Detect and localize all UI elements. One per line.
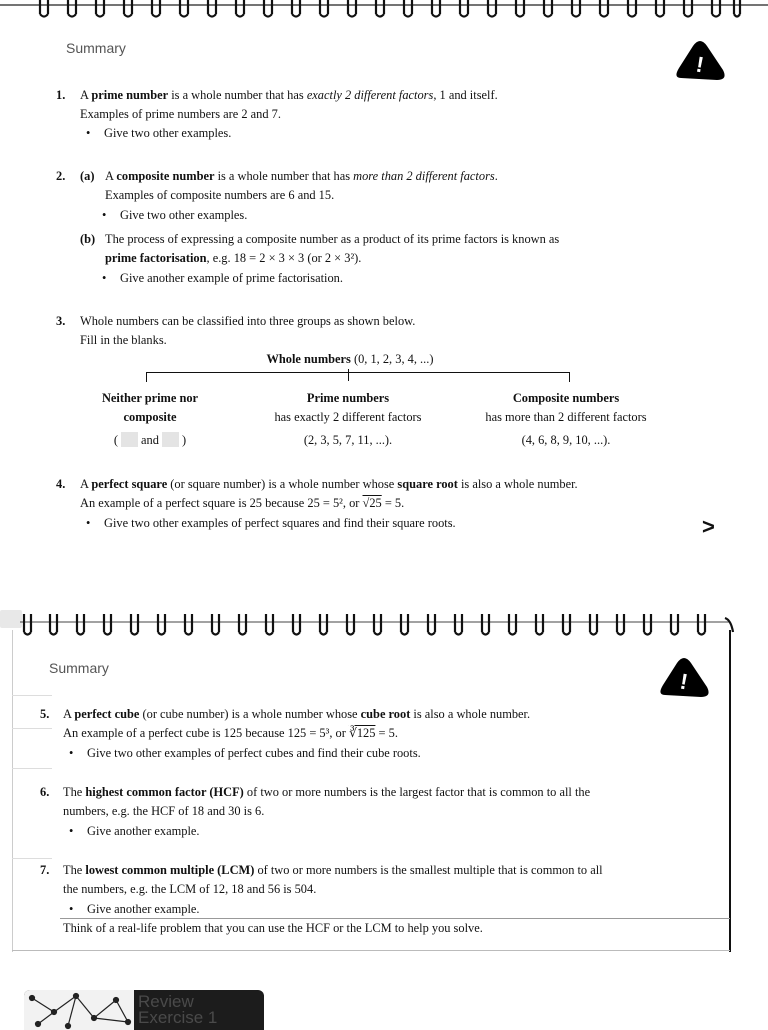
prime-group-title: Prime numbers (306, 391, 390, 405)
summary-heading: Summary (49, 660, 109, 676)
review-exercise-label: Review Exercise 1 (138, 992, 218, 1027)
bullet-prompt: • Give another example. (87, 822, 200, 841)
prime-examples: Examples of prime numbers are 2 and 7. (80, 107, 281, 121)
tree-root-label: Whole numbers (0, 1, 2, 3, 4, ...) (266, 352, 434, 366)
bullet-prompt: • Give another example of prime factorisation. (120, 269, 343, 288)
perfect-square-example: An example of a perfect square is 25 because 25 = 5², or √25 = 5. (80, 496, 405, 510)
tree-branch-left (146, 372, 147, 382)
composite-group-title: Composite numbers (512, 391, 620, 405)
item-number: 6. (40, 785, 50, 799)
bullet-prompt: • Give two other examples of perfect squares and find their square roots. (104, 514, 456, 533)
neither-blanks: ( and ) (113, 433, 187, 447)
blank-1[interactable] (121, 432, 138, 447)
item-number: 7. (40, 863, 50, 877)
svg-text:!: ! (678, 668, 690, 695)
network-pattern-icon (24, 990, 134, 1030)
ruled-line (12, 768, 52, 769)
real-life-prompt: Think of a real-life problem that you can use the HCF or the LCM to help you solve. (63, 921, 483, 935)
lcm-example: the numbers, e.g. the LCM of 12, 18 and 56 is 504. (63, 882, 317, 896)
bullet-prompt: • Give another example. (87, 900, 200, 919)
item-number: 4. (56, 477, 66, 491)
blank-2[interactable] (162, 432, 179, 447)
perfect-cube-example: An example of a perfect cube is 125 because 125 = 5³, or ∛125 = 5. (63, 726, 398, 740)
part-label: (b) (80, 232, 96, 246)
item-number: 5. (40, 707, 50, 721)
perfect-square-definition: A perfect square (or square number) is a whole number whose square root is also a whole number. (80, 477, 578, 491)
composite-group-list: (4, 6, 8, 9, 10, ...). (521, 433, 611, 447)
ruled-line (12, 858, 52, 859)
perfect-cube-definition: A perfect cube (or cube number) is a whole number whose cube root is also a whole number. (63, 707, 531, 721)
bullet-prompt: • Give two other examples. (120, 206, 247, 225)
hcf-example: numbers, e.g. the HCF of 18 and 30 is 6. (63, 804, 265, 818)
spiral-rings (0, 0, 768, 26)
item-number: 1. (56, 88, 66, 102)
summary-heading: Summary (66, 40, 126, 56)
prime-factorisation-example: prime factorisation, e.g. 18 = 2 × 3 × 3 (or 2 × 3²). (105, 251, 362, 265)
card-left-edge (12, 630, 13, 952)
spiral-rings (0, 612, 768, 642)
svg-text:!: ! (694, 51, 706, 78)
prime-factorisation-definition: The process of expressing a composite number as a product of its prime factors is known as (105, 232, 560, 246)
card-right-edge (729, 630, 731, 952)
item-number: 3. (56, 314, 66, 328)
prime-group-desc: has exactly 2 different factors (274, 410, 422, 424)
tree-branch-right (569, 372, 570, 382)
ruled-line (12, 695, 52, 696)
composite-group-desc: has more than 2 different factors (485, 410, 647, 424)
fill-blanks-instruction: Fill in the blanks. (80, 333, 167, 347)
hcf-definition: The highest common factor (HCF) of two or more numbers is the largest factor that is common to all the (63, 785, 591, 799)
warning-icon (671, 38, 729, 84)
lcm-definition: The lowest common multiple (LCM) of two or more numbers is the smallest multiple that is common to all (63, 863, 603, 877)
bullet-prompt: • Give two other examples. (104, 124, 231, 143)
review-exercise-tab[interactable] (24, 990, 264, 1030)
ruled-line (12, 728, 52, 729)
composite-number-definition: A composite number is a whole number that has more than 2 different factors. (105, 169, 498, 183)
item-number: 2. (56, 169, 66, 183)
bullet-prompt: • Give two other examples of perfect cubes and find their cube roots. (87, 744, 421, 763)
prime-group-list: (2, 3, 5, 7, 11, ...). (303, 433, 393, 447)
warning-icon (655, 655, 713, 701)
tree-branch (146, 372, 570, 373)
prime-number-definition: A prime number is a whole number that has exactly 2 different factors, 1 and itself. (80, 88, 498, 102)
card-bottom-edge (12, 950, 730, 951)
spiral-binding-top (0, 0, 768, 26)
neither-title: Neither prime nor (101, 391, 199, 405)
tree-stem (348, 369, 349, 381)
spiral-binding-middle (0, 612, 768, 642)
next-arrow-icon[interactable]: > (702, 514, 715, 539)
part-label: (a) (80, 169, 95, 183)
classification-intro: Whole numbers can be classified into three groups as shown below. (80, 314, 416, 328)
neither-title-line2: composite (123, 410, 177, 424)
composite-examples: Examples of composite numbers are 6 and 15. (105, 188, 335, 202)
